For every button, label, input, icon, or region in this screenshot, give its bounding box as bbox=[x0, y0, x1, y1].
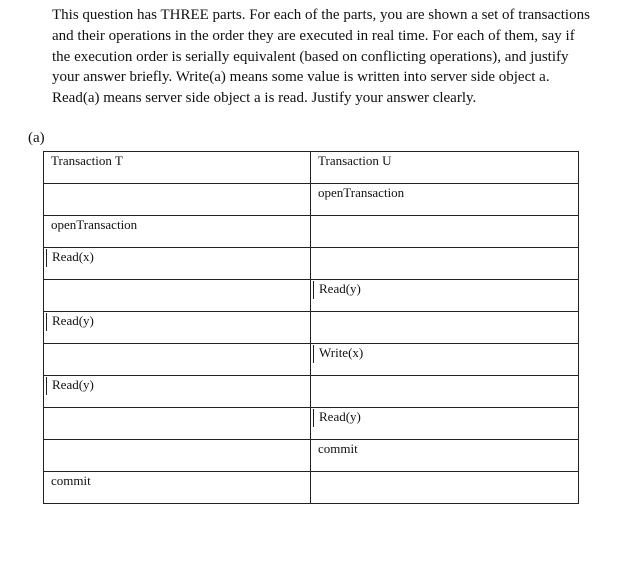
operation-text: Write(x) bbox=[313, 345, 363, 363]
operation-text: Read(y) bbox=[313, 409, 361, 427]
table-row bbox=[44, 248, 579, 280]
header-transaction-t: Transaction T bbox=[44, 152, 311, 184]
transaction-t-cell bbox=[44, 312, 311, 344]
transaction-table bbox=[43, 151, 579, 504]
transaction-u-cell bbox=[311, 216, 579, 248]
header-transaction-u: Transaction U bbox=[311, 152, 579, 184]
transaction-u-cell bbox=[311, 408, 579, 440]
table-row bbox=[44, 376, 579, 408]
transaction-u-cell: openTransaction bbox=[311, 184, 579, 216]
table-row bbox=[44, 312, 579, 344]
transaction-u-cell bbox=[311, 280, 579, 312]
operation-text: Read(y) bbox=[313, 281, 361, 299]
transaction-t-cell bbox=[44, 376, 311, 408]
operation-text: Read(y) bbox=[46, 377, 94, 395]
transaction-t-cell bbox=[44, 440, 311, 472]
table-row bbox=[44, 472, 579, 504]
table-row bbox=[44, 216, 579, 248]
transaction-u-cell bbox=[311, 472, 579, 504]
question-text: This question has THREE parts. For each of the parts, you are shown a set of transactions and their operations in the order they are executed in real time. For each of them, say if the execution order is serially equivalent (based on conflicting operations), and justify your answer briefly. Write(a) means some value is written into server side object a. Read(a) means server side object a is read. Justify your answer clearly. bbox=[52, 7, 590, 107]
table-row bbox=[44, 184, 579, 216]
transaction-u-cell bbox=[311, 312, 579, 344]
table-row bbox=[44, 344, 579, 376]
operation-text: Read(x) bbox=[46, 249, 94, 267]
transaction-u-cell bbox=[311, 344, 579, 376]
transaction-u-cell: commit bbox=[311, 440, 579, 472]
transaction-u-cell bbox=[311, 248, 579, 280]
table-row bbox=[44, 440, 579, 472]
table-header-row bbox=[44, 152, 579, 184]
transaction-t-cell bbox=[44, 248, 311, 280]
transaction-t-cell bbox=[44, 184, 311, 216]
transaction-t-cell bbox=[44, 344, 311, 376]
part-label: (a) bbox=[28, 130, 45, 146]
table-row bbox=[44, 280, 579, 312]
table-row bbox=[44, 408, 579, 440]
transaction-t-cell bbox=[44, 280, 311, 312]
transaction-t-cell: openTransaction bbox=[44, 216, 311, 248]
transaction-u-cell bbox=[311, 376, 579, 408]
operation-text: Read(y) bbox=[46, 313, 94, 331]
transaction-t-cell: commit bbox=[44, 472, 311, 504]
transaction-t-cell bbox=[44, 408, 311, 440]
